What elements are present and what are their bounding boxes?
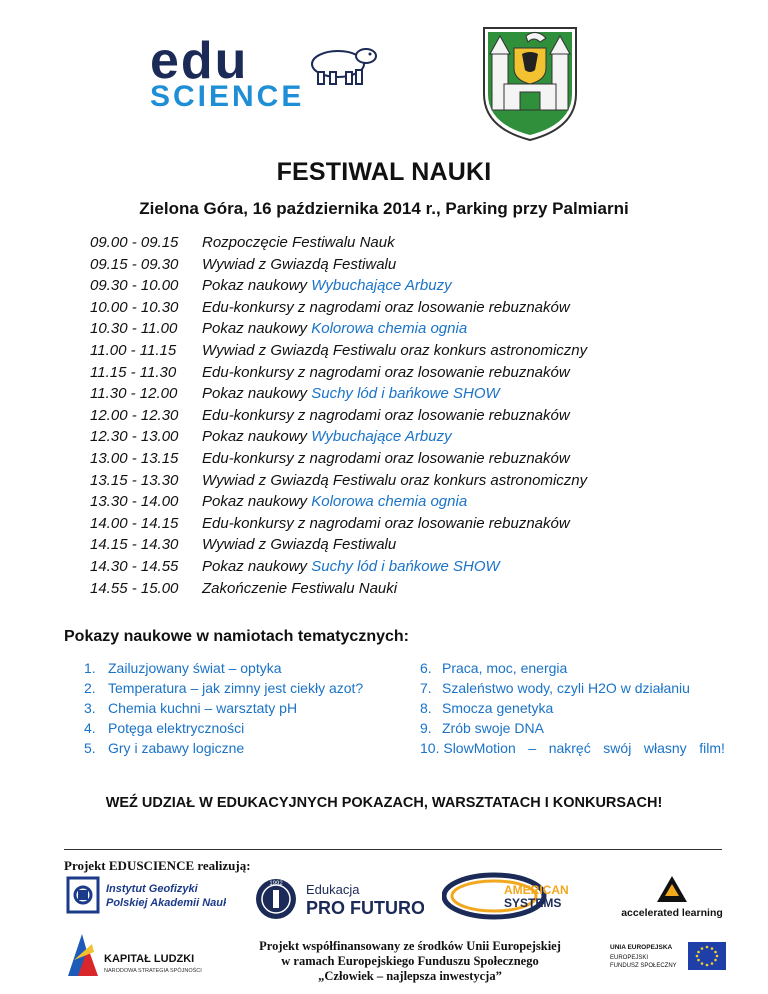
- schedule-time: 13.15 - 13.30: [90, 471, 179, 489]
- list-item-number: 4.: [84, 720, 96, 736]
- schedule-show-name: Kolorowa chemia ognia: [311, 320, 468, 338]
- schedule-activity: Pokaz naukowy: [202, 557, 312, 575]
- svg-text:FUNDUSZ SPOŁECZNY: FUNDUSZ SPOŁECZNY: [610, 963, 677, 969]
- eduscience-logo: [148, 38, 380, 110]
- schedule-activity: Pokaz naukowy: [202, 277, 312, 295]
- svg-text:accelerated learning: accelerated learning: [621, 907, 723, 919]
- schedule-time: 09.30 - 10.00: [90, 277, 179, 295]
- list-item-word: –: [528, 740, 537, 756]
- list-item-word: film!: [699, 740, 725, 756]
- list-item-label: Chemia kuchni – warsztaty pH: [108, 700, 298, 716]
- svg-text:1992: 1992: [269, 881, 283, 887]
- page-title: FESTIWAL NAUKI: [276, 158, 492, 186]
- list-item: [420, 718, 725, 738]
- schedule-row: [90, 448, 710, 470]
- cofinance-line: w ramach Europejskiego Funduszu Społecznego: [281, 954, 539, 968]
- schedule-row: [90, 405, 710, 427]
- svg-text:UNIA EUROPEJSKA: UNIA EUROPEJSKA: [610, 944, 673, 951]
- schedule-time: 10.00 - 10.30: [90, 298, 179, 316]
- schedule-activity: Edu-konkursy z nagrodami oraz losowanie rebuznaków: [202, 363, 570, 381]
- igf-pan-logo: [66, 876, 226, 916]
- schedule-row: [90, 470, 710, 492]
- list-item-label: Zrób swoje DNA: [442, 720, 544, 736]
- schedule-activity: Wywiad z Gwiazdą Festiwalu: [202, 255, 397, 273]
- list-item: [84, 658, 404, 678]
- schedule-activity: Rozpoczęcie Festiwalu Nauk: [202, 234, 395, 251]
- schedule-time: 14.15 - 14.30: [90, 536, 179, 554]
- list-item-number: 10.: [420, 740, 440, 756]
- svg-text:Instytut Geofizyki: Instytut Geofizyki: [106, 883, 198, 895]
- schedule-activity: Pokaz naukowy: [202, 493, 312, 511]
- list-item-label: Praca, moc, energia: [442, 660, 568, 676]
- schedule-activity: Pokaz naukowy: [202, 385, 312, 403]
- schedule-time: 09.15 - 09.30: [90, 255, 179, 273]
- svg-text:EUROPEJSKI: EUROPEJSKI: [610, 955, 649, 961]
- list-item: [420, 678, 725, 698]
- schedule-row: [90, 534, 710, 556]
- schedule-activity: Pokaz naukowy: [202, 428, 312, 446]
- schedule-row: [90, 426, 710, 448]
- schedule-row: [90, 513, 710, 535]
- schedule-time: 14.30 - 14.55: [90, 557, 179, 575]
- list-item-number: 1.: [84, 660, 96, 676]
- schedule-show-name: Suchy lód i bańkowe SHOW: [311, 385, 500, 403]
- schedule-row: [90, 556, 710, 578]
- svg-text:SYSTEMS: SYSTEMS: [504, 896, 562, 910]
- list-item: [84, 678, 404, 698]
- shows-heading: Pokazy naukowe w namiotach tematycznych:: [64, 628, 409, 645]
- schedule-activity: Wywiad z Gwiazdą Festiwalu: [202, 536, 397, 554]
- schedule-time: 09.00 - 09.15: [90, 234, 179, 251]
- schedule-row: [90, 318, 710, 340]
- eu-logo: [606, 938, 728, 974]
- schedule-activity: Wywiad z Gwiazdą Festiwalu oraz konkurs astronomiczny: [202, 341, 588, 359]
- schedule-time: 13.30 - 14.00: [90, 493, 179, 511]
- svg-text:AMERICAN: AMERICAN: [504, 883, 569, 897]
- schedule-time: 12.00 - 12.30: [90, 406, 179, 424]
- cofinance-line: Projekt współfinansowany ze środków Unii Europejskiej: [259, 939, 561, 953]
- cofinance-note: [230, 939, 590, 984]
- schedule-time: 14.55 - 15.00: [90, 579, 179, 597]
- polar-bear-icon: [312, 49, 376, 84]
- eduscience-logo-top: edu: [150, 38, 249, 90]
- american-systems-logo: [442, 872, 602, 920]
- list-item: [420, 738, 725, 758]
- list-item-label: Temperatura – jak zimny jest ciekły azot?: [108, 680, 364, 696]
- list-item-number: 7.: [420, 680, 432, 696]
- event-subtitle: Zielona Góra, 16 października 2014 r., Parking przy Palmiarni: [139, 199, 629, 218]
- list-item-word: własny: [643, 740, 687, 756]
- accelerated-learning-logo: [617, 872, 727, 922]
- schedule-activity: Zakończenie Festiwalu Nauki: [202, 579, 398, 597]
- list-item: [420, 698, 725, 718]
- list-item-word: nakręć: [548, 740, 591, 756]
- list-item-label: Zailuzjowany świat – optyka: [108, 660, 282, 676]
- eduscience-logo-bottom: SCIENCE: [150, 80, 305, 110]
- schedule-time: 12.30 - 13.00: [90, 428, 179, 446]
- kapital-ludzki-logo: [64, 930, 214, 980]
- svg-text:Edukacja: Edukacja: [306, 882, 360, 897]
- schedule-activity: Wywiad z Gwiazdą Festiwalu oraz konkurs astronomiczny: [202, 471, 588, 489]
- list-item: [420, 658, 725, 678]
- list-item-number: 6.: [420, 660, 432, 676]
- divider: [64, 849, 722, 850]
- svg-text:NARODOWA STRATEGIA SPÓJNOŚCI: NARODOWA STRATEGIA SPÓJNOŚCI: [104, 968, 202, 974]
- schedule-show-name: Wybuchające Arbuzy: [311, 277, 452, 295]
- list-item-number: 8.: [420, 700, 432, 716]
- schedule-row: [90, 297, 710, 319]
- svg-text:PRO FUTURO: PRO FUTURO: [306, 898, 424, 918]
- schedule-list: [90, 232, 710, 599]
- list-item-label: Smocza genetyka: [442, 700, 554, 716]
- schedule-activity: Edu-konkursy z nagrodami oraz losowanie rebuznaków: [202, 298, 570, 316]
- schedule-row: [90, 254, 710, 276]
- schedule-activity: Edu-konkursy z nagrodami oraz losowanie rebuznaków: [202, 449, 570, 467]
- list-item: [84, 738, 404, 758]
- schedule-activity: Edu-konkursy z nagrodami oraz losowanie rebuznaków: [202, 514, 570, 532]
- list-item-label: Szaleństwo wody, czyli H2O w działaniu: [442, 680, 690, 696]
- pro-futuro-logo: [254, 874, 424, 924]
- svg-text:Polskiej Akademii Nauk: Polskiej Akademii Nauk: [106, 897, 226, 909]
- shows-list-right: [420, 658, 725, 758]
- schedule-time: 10.30 - 11.00: [90, 320, 178, 338]
- list-item-label: Gry i zabawy logiczne: [108, 740, 245, 756]
- partners-heading: Projekt EDUSCIENCE realizują:: [64, 858, 251, 873]
- schedule-row: [90, 578, 710, 600]
- schedule-row: [90, 362, 710, 384]
- city-crest: [480, 24, 580, 142]
- schedule-time: 11.00 - 11.15: [90, 341, 177, 359]
- list-item-word: swój: [603, 740, 632, 756]
- list-item-label: Potęga elektryczności: [108, 720, 245, 736]
- schedule-activity: Pokaz naukowy: [202, 320, 312, 338]
- list-item-number: 3.: [84, 700, 96, 716]
- schedule-activity: Edu-konkursy z nagrodami oraz losowanie rebuznaków: [202, 406, 570, 424]
- svg-text:KAPITAŁ LUDZKI: KAPITAŁ LUDZKI: [104, 953, 195, 965]
- list-item-word: SlowMotion: [443, 740, 516, 756]
- list-item: [84, 698, 404, 718]
- shows-list-left: [84, 658, 404, 758]
- schedule-row: [90, 232, 710, 254]
- schedule-row: [90, 275, 710, 297]
- list-item-number: 2.: [84, 680, 96, 696]
- schedule-show-name: Kolorowa chemia ognia: [311, 493, 468, 511]
- schedule-time: 13.00 - 13.15: [90, 449, 179, 467]
- schedule-row: [90, 491, 710, 513]
- cofinance-line: „Człowiek – najlepsza inwestycja”: [318, 969, 502, 983]
- call-to-action: WEŹ UDZIAŁ W EDUKACYJNYCH POKAZACH, WARSZTATACH I KONKURSACH!: [105, 795, 663, 811]
- schedule-time: 11.15 - 11.30: [90, 363, 177, 381]
- schedule-show-name: Suchy lód i bańkowe SHOW: [311, 557, 500, 575]
- list-item-number: 9.: [420, 720, 432, 736]
- schedule-time: 11.30 - 12.00: [90, 385, 178, 403]
- schedule-show-name: Wybuchające Arbuzy: [311, 428, 452, 446]
- list-item-number: 5.: [84, 740, 96, 756]
- schedule-time: 14.00 - 14.15: [90, 514, 179, 532]
- list-item: [84, 718, 404, 738]
- schedule-row: [90, 340, 710, 362]
- schedule-row: [90, 383, 710, 405]
